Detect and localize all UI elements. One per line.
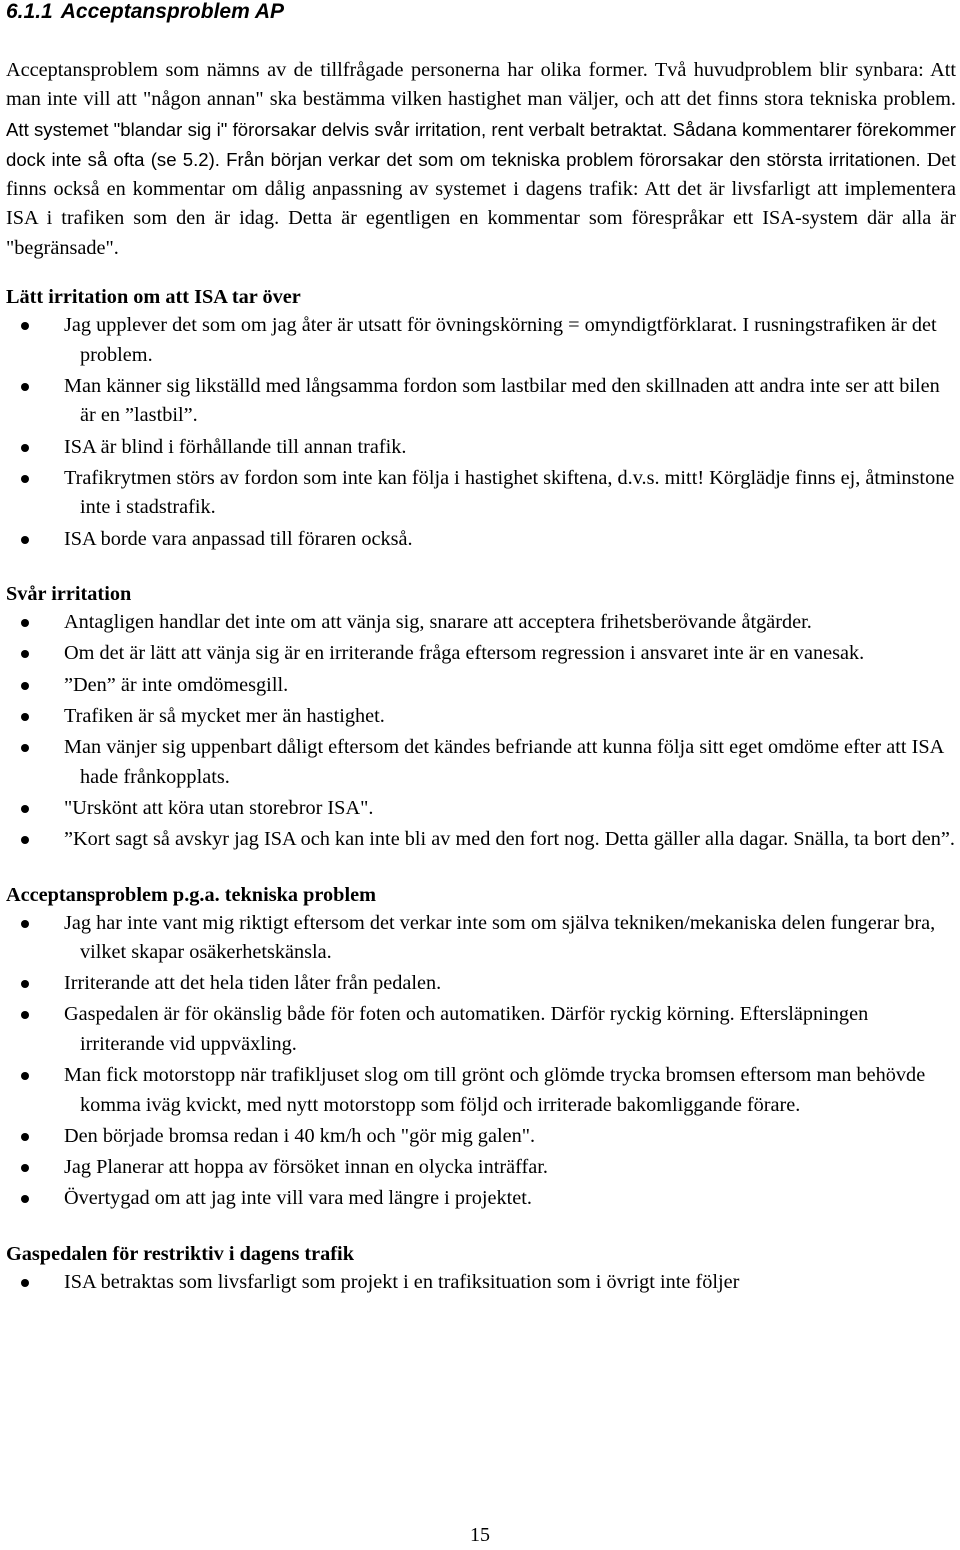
- section-heading: [6, 0, 956, 24]
- list-item: ISA betraktas som livsfarligt som projekt i en trafiksituation som i övrigt inte följer: [6, 1268, 956, 1298]
- list-item: Gaspedalen är för okänslig både för foten och automatiken. Därför ryckig körning. Eftersläpningen irriterande vid uppväxling.: [6, 1000, 956, 1059]
- group-title: Acceptansproblem p.g.a. tekniska problem: [6, 883, 376, 906]
- group-title: Lätt irritation om att ISA tar över: [6, 286, 301, 309]
- list-item: ISA borde vara anpassad till föraren också.: [6, 525, 956, 555]
- document-page: [6, 0, 956, 1299]
- list-item: ISA är blind i förhållande till annan trafik.: [6, 433, 956, 463]
- bullet-list: [6, 311, 956, 554]
- list-item: Jag har inte vant mig riktigt eftersom det verkar inte som om själva tekniken/mekaniska delen fungerar bra, vilket skapar osäkerhetskänsla.: [6, 909, 956, 968]
- group-title: Gaspedalen för restriktiv i dagens trafik: [6, 1243, 354, 1266]
- group-title: Svår irritation: [6, 583, 132, 606]
- list-item: Jag upplever det som om jag åter är utsatt för övningskörning = omyndigtförklarat. I rusningstrafiken är det problem.: [6, 311, 956, 370]
- page-number: 15: [470, 1524, 490, 1546]
- list-item: ”Den” är inte omdömesgill.: [6, 671, 956, 701]
- list-item: Trafiken är så mycket mer än hastighet.: [6, 702, 956, 732]
- section-title: Acceptansproblem AP: [60, 0, 284, 23]
- list-item: Den började bromsa redan i 40 km/h och "gör mig galen".: [6, 1122, 956, 1152]
- list-item: Trafikrytmen störs av fordon som inte kan följa i hastighet skiftena, d.v.s. mitt! Körglädje finns ej, åtminstone inte i stadstrafik.: [6, 464, 956, 523]
- bullet-list: [6, 1268, 956, 1298]
- intro-text-2: Att systemet "blandar sig i" förorsakar delvis svår irritation, rent verbalt betraktat. Sådana kommentarer förekommer dock inte så ofta (se 5.2). Från början verkar det som om tekniska problem förorsakar den största irritationen.: [6, 118, 956, 170]
- list-item: Man fick motorstopp när trafikljuset slog om till grönt och glömde trycka bromsen eftersom man behövde komma iväg kvickt, med nytt motorstopp som följd och irriterade bakomliggande förare.: [6, 1061, 956, 1120]
- list-item: "Urskönt att köra utan storebror ISA".: [6, 794, 956, 824]
- list-item: Jag Planerar att hoppa av försöket innan en olycka inträffar.: [6, 1153, 956, 1183]
- group-gas-pedal-restrictive: [6, 1240, 956, 1298]
- list-item: Övertygad om att jag inte vill vara med längre i projektet.: [6, 1184, 956, 1214]
- list-item: Antagligen handlar det inte om att vänja sig, snarare att acceptera frihetsberövande åtgärder.: [6, 608, 956, 638]
- group-technical-problems: [6, 881, 956, 1215]
- bullet-list: [6, 608, 956, 854]
- section-number: 6.1.1: [6, 0, 53, 23]
- list-item: Irriterande att det hela tiden låter från pedalen.: [6, 969, 956, 999]
- intro-paragraph: [6, 56, 956, 263]
- list-item: Man vänjer sig uppenbart dåligt eftersom det kändes befriande att kunna följa sitt eget omdöme efter att ISA hade frånkopplats.: [6, 733, 956, 792]
- list-item: ”Kort sagt så avskyr jag ISA och kan inte bli av med den fort nog. Detta gäller alla dagar. Snälla, ta bort den”.: [6, 825, 956, 855]
- intro-text-1: Acceptansproblem som nämns av de tillfrågade personerna har olika former. Två huvudproblem blir synbara: Att man inte vill att "någon annan" ska bestämma vilken hastighet man väljer, och att det finns stora tekniska problem.: [6, 59, 956, 111]
- group-light-irritation: [6, 283, 956, 554]
- bullet-list: [6, 909, 956, 1215]
- list-item: Man känner sig likställd med långsamma fordon som lastbilar med den skillnaden att andra inte ser att bilen är en ”lastbil”.: [6, 372, 956, 431]
- list-item: Om det är lätt att vänja sig är en irriterande fråga eftersom regression i ansvaret inte är en vanesak.: [6, 639, 956, 669]
- intro-text-3: Det finns också en kommentar om dålig anpassning av systemet i dagens trafik: Att det är livsfarligt att implementera ISA i trafiken som den är idag. Detta är egentligen en kommentar som förespråkar ett ISA-system där alla är "begränsade".: [6, 148, 956, 259]
- group-severe-irritation: [6, 580, 956, 854]
